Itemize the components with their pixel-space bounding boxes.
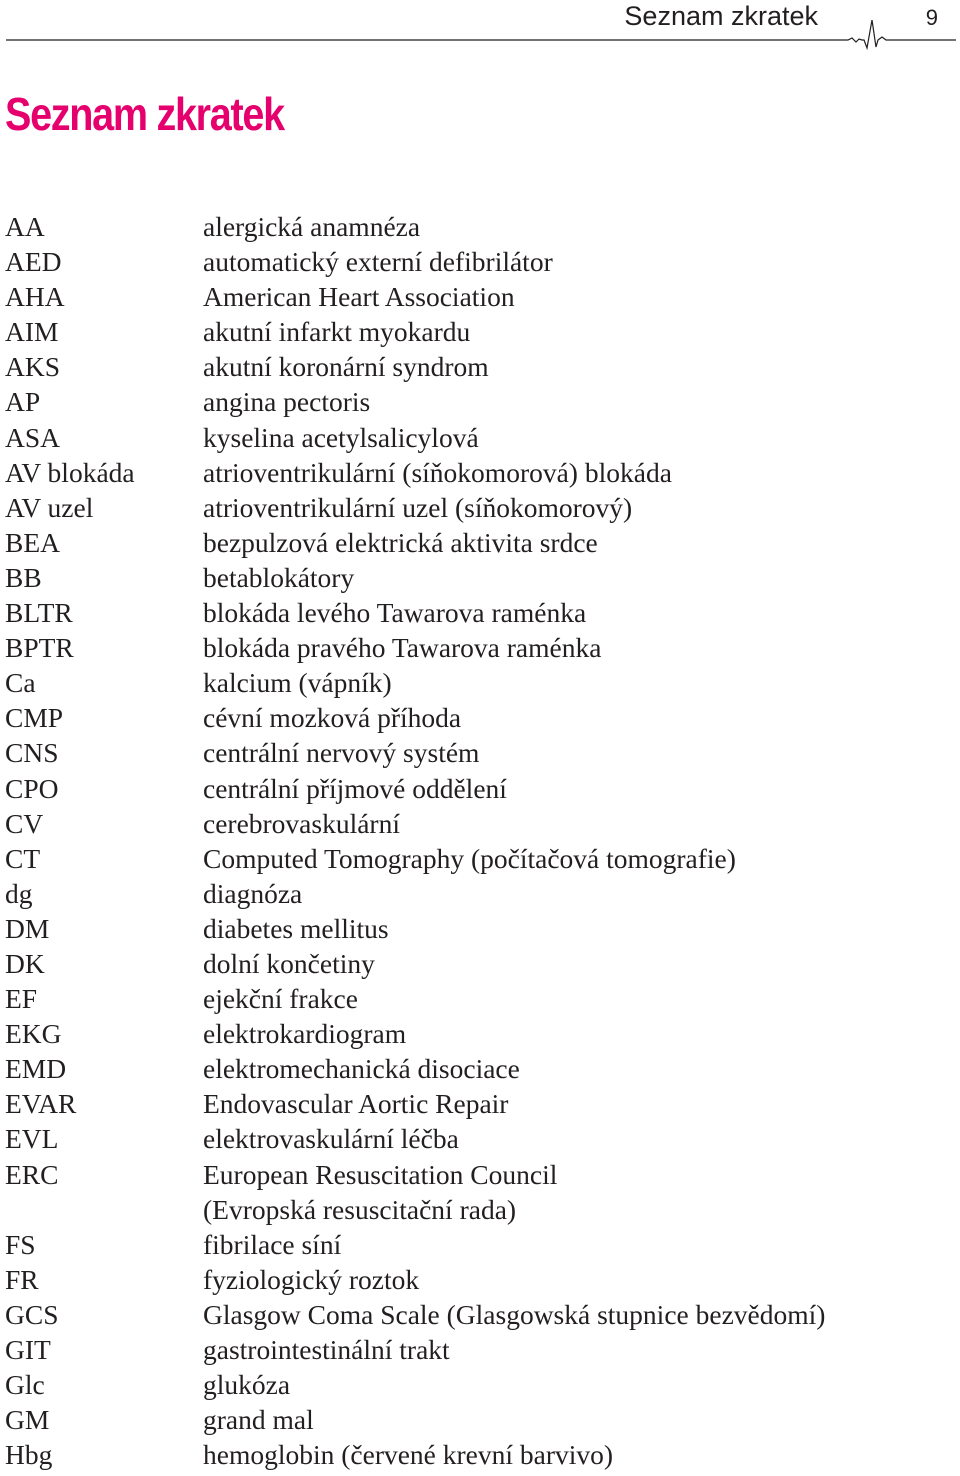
abbreviation-definition: American Heart Association [203,281,515,313]
abbreviation-row [5,771,955,806]
abbreviation-term: Hbg [5,1439,53,1471]
abbreviation-definition: diagnóza [203,877,303,909]
abbreviation-list [5,209,955,1472]
abbreviation-term: AV uzel [5,491,94,523]
abbreviation-term: AP [5,386,41,418]
abbreviation-definition: alergická anamnéza [203,211,421,242]
running-title: Seznam zkratek [624,1,818,31]
abbreviation-row [5,384,955,419]
abbreviation-row [5,911,955,946]
abbreviation-row [5,244,955,279]
abbreviation-row [5,1367,955,1402]
abbreviation-term: DM [5,912,50,944]
abbreviation-row [5,1402,955,1437]
abbreviation-definition: bezpulzová elektrická aktivita srdce [203,526,598,558]
abbreviation-definition: fyziologický roztok [203,1263,420,1295]
abbreviation-definition: kyselina acetylsalicylová [203,421,479,453]
abbreviation-term: BPTR [5,632,74,664]
abbreviation-definition: betablokátory [203,561,355,593]
abbreviation-row [5,455,955,490]
abbreviation-term: AKS [5,351,61,383]
abbreviation-row [5,946,955,981]
abbreviation-row [5,735,955,770]
abbreviation-term: AA [5,211,45,242]
abbreviation-definition: (Evropská resuscitační rada) [203,1193,517,1225]
abbreviation-definition: glukóza [203,1369,291,1401]
abbreviation-row [5,1016,955,1051]
abbreviation-row [5,1227,955,1262]
abbreviation-definition: diabetes mellitus [203,912,389,944]
abbreviation-row [5,1332,955,1367]
abbreviation-term: Ca [5,667,36,699]
abbreviation-row [5,279,955,314]
abbreviation-term: dg [5,877,33,909]
abbreviation-definition: atrioventrikulární (síňokomorová) blokáda [203,456,672,488]
abbreviation-definition: akutní infarkt myokardu [203,316,471,348]
abbreviation-row [5,1297,955,1332]
abbreviation-definition: Glasgow Coma Scale (Glasgowská stupnice bezvědomí) [203,1298,826,1330]
abbreviation-row [5,1262,955,1297]
abbreviation-definition: angina pectoris [203,386,371,418]
abbreviation-row [5,1086,955,1121]
abbreviation-term: CPO [5,772,59,804]
abbreviation-row [5,841,955,876]
abbreviation-definition: elektrokardiogram [203,1018,407,1050]
abbreviation-definition: centrální příjmové oddělení [203,772,507,804]
abbreviation-definition: elektrovaskulární léčba [203,1123,459,1155]
page-number: 9 [925,5,938,30]
abbreviation-term: EF [5,983,38,1015]
abbreviation-row [5,1437,955,1472]
abbreviation-term: GM [5,1404,50,1436]
abbreviation-term: ERC [5,1158,59,1190]
abbreviation-term: CV [5,807,44,839]
abbreviation-term: EVL [5,1123,59,1155]
abbreviation-row [5,560,955,595]
running-header [0,0,960,50]
abbreviation-definition: European Resuscitation Council [203,1158,558,1190]
abbreviation-term: Glc [5,1369,45,1401]
abbreviation-term: ASA [5,421,61,453]
abbreviation-definition: grand mal [203,1404,314,1436]
abbreviation-definition: blokáda pravého Tawarova raménka [203,632,602,664]
abbreviation-row [5,630,955,665]
abbreviation-term: AV blokáda [5,456,135,488]
abbreviation-row [5,420,955,455]
chapter-title: Seznam zkratek [5,88,284,140]
abbreviation-definition: centrální nervový systém [203,737,480,769]
abbreviation-term: AHA [5,281,65,313]
abbreviation-term: BEA [5,526,60,558]
abbreviation-definition: automatický externí defibrilátor [203,246,553,278]
abbreviation-definition: hemoglobin (červené krevní barvivo) [203,1439,614,1471]
abbreviation-row [5,1192,955,1227]
abbreviation-definition: ejekční frakce [203,983,358,1015]
abbreviation-term: EVAR [5,1088,77,1120]
abbreviation-term [5,1192,203,1227]
abbreviation-term: EKG [5,1018,62,1050]
abbreviation-definition: Computed Tomography (počítačová tomografie) [203,842,736,874]
abbreviation-definition: blokáda levého Tawarova raménka [203,597,587,629]
abbreviation-definition: cerebrovaskulární [203,807,400,839]
abbreviation-definition: Endovascular Aortic Repair [203,1088,509,1120]
abbreviation-definition: cévní mozková příhoda [203,702,462,734]
abbreviation-term: GIT [5,1334,51,1365]
abbreviation-definition: dolní končetiny [203,947,375,979]
abbreviation-row [5,665,955,700]
abbreviation-term: CNS [5,737,59,769]
abbreviation-term: FS [5,1228,36,1260]
abbreviation-row [5,1121,955,1156]
abbreviation-definition: gastrointestinální trakt [203,1334,450,1365]
abbreviation-term: BB [5,561,42,593]
abbreviation-row [5,1051,955,1086]
abbreviation-row [5,525,955,560]
abbreviation-definition: akutní koronární syndrom [203,351,489,383]
abbreviation-row [5,700,955,735]
abbreviation-term: GCS [5,1298,59,1330]
abbreviation-term: CT [5,842,41,874]
abbreviation-row [5,1157,955,1192]
abbreviation-term: AED [5,246,62,278]
abbreviation-term: EMD [5,1053,67,1085]
abbreviation-term: AIM [5,316,59,348]
abbreviation-row [5,349,955,384]
abbreviation-definition: elektromechanická disociace [203,1053,520,1085]
abbreviation-term: FR [5,1263,39,1295]
abbreviation-row [5,806,955,841]
abbreviation-row [5,209,955,244]
abbreviation-row [5,981,955,1016]
abbreviation-row [5,876,955,911]
abbreviation-term: DK [5,947,45,979]
abbreviation-definition: fibrilace síní [203,1228,342,1260]
abbreviation-row [5,595,955,630]
abbreviation-row [5,314,955,349]
abbreviation-definition: atrioventrikulární uzel (síňokomorový) [203,491,633,523]
abbreviation-row [5,490,955,525]
abbreviation-term: BLTR [5,597,73,629]
abbreviation-term: CMP [5,702,64,734]
abbreviation-definition: kalcium (vápník) [203,667,392,699]
